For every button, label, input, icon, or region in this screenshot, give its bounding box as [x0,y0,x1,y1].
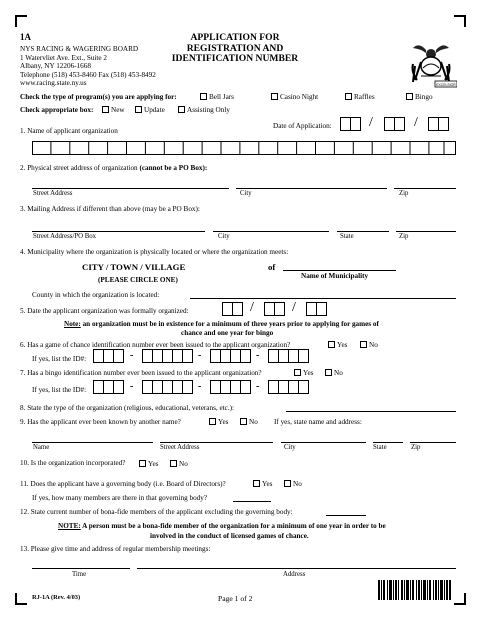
corner-mark-bottom-left [15,593,27,605]
q6-id-label: If yes, list the ID#: [32,355,87,363]
date-org-day-2[interactable] [274,302,285,316]
no-label: No [334,369,343,377]
q2-street-caption: Street Address [33,190,73,197]
q2-text: 2. Physical street address of organization [20,164,140,172]
agency-phone: Telephone (518) 453-8460 Fax (518) 453-8492 [20,70,156,79]
q6-id-box[interactable] [113,349,124,363]
q11-no[interactable] [284,480,302,488]
q7-id-box[interactable] [240,380,251,394]
q2-street-line[interactable] [32,188,229,189]
agency-name: NYS RACING & WAGERING BOARD [20,45,139,53]
checkbox[interactable] [360,341,367,348]
checkbox[interactable] [135,106,142,113]
q6-id-box[interactable] [240,349,251,363]
q9-if-yes: If yes, state name and address: [274,418,362,426]
q2-zip-caption: Zip [399,190,409,197]
q3-label: 3. Mailing Address if different than above (may be a PO Box): [20,205,200,213]
id-dash: - [256,381,260,392]
note-text: an organization must be in existence for a minimum of three years prior to applying for games of [80,320,379,328]
q7-id-box[interactable] [298,380,309,394]
q9-zip-line[interactable] [410,442,456,443]
date-slash: / [414,115,418,130]
checkbox[interactable] [253,480,260,487]
q11-label: 11. Does the applicant have a governing body (i.e. Board of Directors)? [20,480,226,488]
q7-no[interactable] [325,369,343,377]
date-slash: / [292,300,296,315]
agency-block [20,45,156,88]
q3-street-line[interactable] [32,231,205,232]
checkbox[interactable] [271,93,278,100]
no-label: No [293,480,302,488]
q7-yes[interactable] [294,369,313,377]
municipality-of: of [268,262,276,272]
note-text: A person must be a bona-fide member of the organization for a minimum of one year in order to be [80,522,386,530]
q3-state-caption: State [340,233,354,240]
date-slash: / [369,115,373,130]
county-line[interactable] [190,298,456,299]
q7-id-box[interactable] [113,380,124,394]
title-line-2: REGISTRATION AND [186,42,284,54]
id-dash: - [130,350,134,361]
q9-label: 9. Has the applicant ever been known by another name? [20,418,181,426]
county-label: County in which the organization is located: [32,291,160,299]
checkbox[interactable] [178,106,185,113]
checkbox[interactable] [240,418,247,425]
note-member-cont: involved in the conduct of licensed games of chance. [150,532,309,540]
q4-label: 4. Municipality where the organization is physically located or where the organization meets: [20,248,289,256]
option-label: Raffles [354,93,375,101]
q13-address-caption: Address [283,571,306,578]
q11-yes[interactable] [253,480,272,488]
q7-label: 7. Has a bingo identification number ever been issued to the applicant organization? [20,369,262,377]
title-line-1: APPLICATION FOR [190,32,280,43]
barcode-icon [378,580,452,600]
option-label: New [111,106,125,114]
q3-city-caption: City [218,233,230,240]
q8-label: 8. State the type of the organization (religious, educational, veterans, etc.): [20,404,235,412]
q5-label: 5. Date the applicant organization was formally organized: [20,307,189,315]
no-label: No [179,460,188,468]
corner-mark-bottom-right [454,593,466,605]
q2-bold-text: (cannot be a PO Box): [139,164,208,172]
q3-zip-line[interactable] [396,231,456,232]
q9-name-line[interactable] [32,442,153,443]
checkbox[interactable] [328,341,335,348]
date-app-day-2[interactable] [394,117,405,131]
checkbox[interactable] [209,418,216,425]
checkbox[interactable] [325,369,332,376]
q10-no[interactable] [170,460,188,468]
form-title [165,33,305,65]
q9-no[interactable] [240,418,258,426]
option-label: Bell Jars [209,93,234,101]
agency-address-2: Albany, NY 12206-1668 [20,62,91,71]
checkbox[interactable] [406,93,413,100]
date-app-year-2[interactable] [438,117,449,131]
q9-state-line[interactable] [373,442,403,443]
checkbox[interactable] [170,460,177,467]
id-dash: - [130,381,134,392]
q9-street-caption: Street Address [160,444,200,451]
municipality-type-options[interactable]: CITY / TOWN / VILLAGE [82,262,186,272]
q7-id-box[interactable] [182,380,193,394]
q12-members-line[interactable] [326,515,366,516]
option-label: Bingo [415,93,433,101]
q12-label: 12. State current number of bona-fide members of the applicant excluding the governing body: [20,508,293,516]
note-existence [64,320,379,328]
program-casino-night[interactable] [271,93,318,101]
municipality-name-line[interactable] [283,270,396,271]
q13-time-caption: Time [72,571,87,578]
q9-name-caption: Name [33,444,50,451]
q9-city-caption: City [284,444,296,451]
appropriate-assisting-only[interactable] [178,106,230,114]
q13-label: 13. Please give time and address of regular membership meetings: [20,545,211,553]
date-application-label: Date of Application: [273,122,332,130]
option-label: Casino Night [280,93,319,101]
q6-id-box[interactable] [182,349,193,363]
appropriate-new[interactable] [102,106,125,114]
q13-address-line[interactable] [137,568,456,569]
option-label: Assisting Only [187,106,230,114]
yes-label: Yes [148,460,159,468]
q6-yes[interactable] [328,341,347,349]
checkbox[interactable] [345,93,352,100]
seal-motto: EXCELSIOR [436,82,456,87]
corner-mark-top-left [15,15,27,27]
id-dash: - [256,350,260,361]
q9-yes[interactable] [209,418,228,426]
yes-label: Yes [303,369,314,377]
date-app-month-2[interactable] [350,117,361,131]
q7-id-label: If yes, list the ID#: [32,386,87,394]
agency-address-1: 1 Watervliet Ave. Ext., Suite 2 [20,53,107,62]
title-line-3: IDENTIFICATION NUMBER [171,53,299,65]
q3-street-caption: Street Address/PO Box [33,233,97,240]
note-label: Note: [64,320,81,328]
q1-name-boxes[interactable] [32,141,456,157]
appropriate-label: Check appropriate box: [20,106,94,114]
q11-members-line[interactable] [233,501,271,502]
id-dash: - [198,381,202,392]
q9-state-caption: State [373,444,387,451]
q6-label: 6. Has a game of chance identification number ever been issued to the applicant organization? [20,341,291,349]
footer-form-code: RJ-1A (Rev. 4/03) [32,594,81,601]
form-code: 1A [20,32,31,42]
program-bingo[interactable] [406,93,433,101]
page-number: Page 1 of 2 [218,594,253,603]
no-label: No [369,341,378,349]
checkbox[interactable] [139,460,146,467]
q6-id-box[interactable] [298,349,309,363]
q1-label: 1. Name of applicant organization [20,127,118,135]
state-seal-icon [405,36,457,88]
appropriate-update[interactable] [135,106,165,114]
q9-zip-caption: Zip [411,444,421,451]
checkbox[interactable] [102,106,109,113]
q1-character-grid [32,141,456,155]
municipality-name-caption: Name of Municipality [301,272,369,280]
program-raffles[interactable] [345,93,375,101]
yes-label: Yes [337,341,348,349]
q6-no[interactable] [360,341,378,349]
q10-label: 10. Is the organization incorporated? [20,459,126,467]
yes-label: Yes [262,480,273,488]
q2-city-caption: City [240,190,252,197]
option-label: Update [144,106,165,114]
q3-city-line[interactable] [213,231,329,232]
date-org-year-2[interactable] [316,302,327,316]
q2-city-line[interactable] [236,188,387,189]
corner-mark-top-right [454,15,466,27]
q11-if-yes: If yes, how many members are there in that governing body? [32,494,208,502]
date-org-month-2[interactable] [232,302,243,316]
program-label: Check the type of program(s) you are applying for: [20,93,177,101]
program-bell-jars[interactable] [200,93,234,101]
note-member [58,522,386,530]
date-slash: / [250,300,254,315]
q2-zip-line[interactable] [394,188,456,189]
q2-label [20,164,207,172]
yes-label: Yes [218,418,229,426]
checkbox[interactable] [284,480,291,487]
q13-time-line[interactable] [32,568,130,569]
q9-city-line[interactable] [281,442,366,443]
checkbox[interactable] [200,93,207,100]
q10-yes[interactable] [139,460,158,468]
note-existence-cont: chance and one year for bingo [181,329,274,337]
circle-one-instruction: (PLEASE CIRCLE ONE) [98,276,178,284]
agency-website: www.racing.state.ny.us [20,79,87,88]
checkbox[interactable] [294,369,301,376]
q8-line[interactable] [286,411,456,412]
q3-state-line[interactable] [337,231,389,232]
q3-zip-caption: Zip [399,233,409,240]
no-label: No [249,418,258,426]
id-dash: - [198,350,202,361]
q9-street-line[interactable] [160,442,273,443]
note-label: NOTE: [58,522,81,530]
